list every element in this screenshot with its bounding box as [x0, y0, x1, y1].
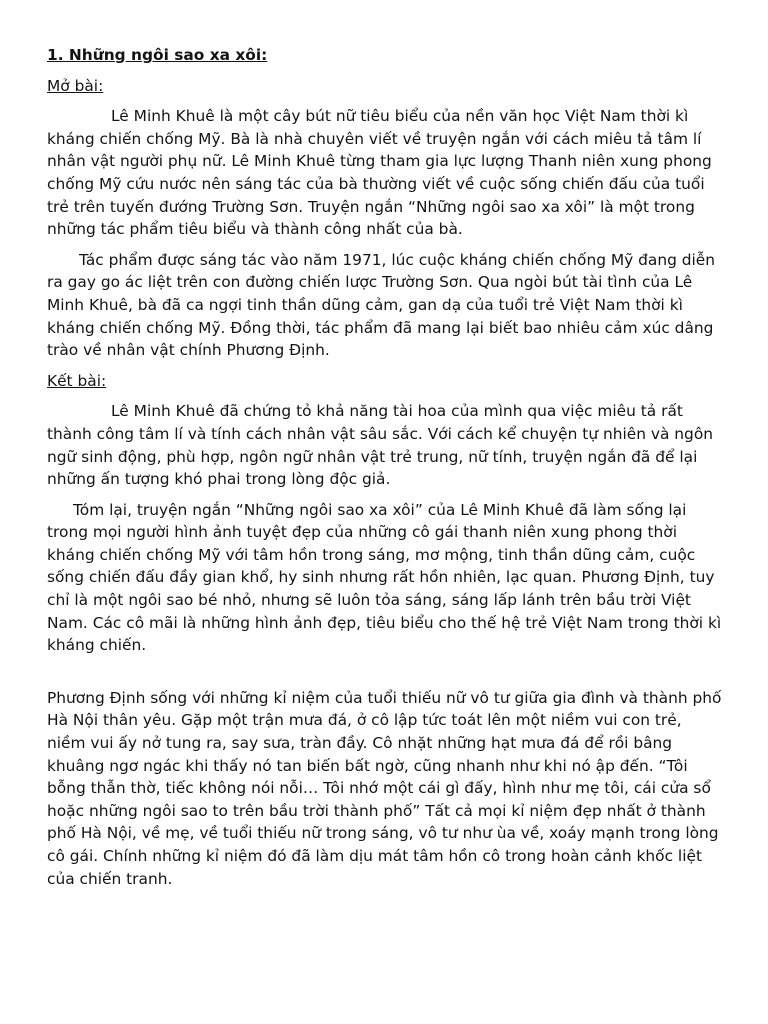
intro-label: Mở bài: [47, 76, 104, 95]
body-paragraph: Phương Định sống với những kỉ niệm của tuổi thiếu nữ vô tư giữa gia đình và thành phố Hà Nội thân yêu. Gặp một trận mưa đá, ở cô lập tức toát lên một niềm vui con trẻ, niềm vui ấy nở tung ra, say sưa, tràn đầy. Cô nhặt những hạt mưa đá để rồi bâng khuâng ngơ ngác khi thấy nó tan biến bất ngờ, cũng nhanh như khi nó ập đến. “Tôi bỗng thẫn thờ, tiếc không nói nỗi… Tôi nhớ một cái gì đấy, hình như mẹ tôi, cái cửa sổ hoặc những ngôi sao to trên bầu trời thành phố” Tất cả mọi kỉ niệm đẹp nhất ở thành phố Hà Nội, về mẹ, về tuổi thiếu nữ trong sáng, vô tư như ùa về, xoáy mạnh trong lòng cô gái. Chính những kỉ niệm đó đã làm dịu mát tâm hồn cô trong hoàn cảnh khốc liệt của chiến tranh. [47, 688, 722, 888]
document-page [47, 44, 723, 898]
paragraph-spacer [47, 665, 723, 687]
intro-paragraph-1: Lê Minh Khuê là một cây bút nữ tiêu biểu của nền văn học Việt Nam thời kì kháng chiến chống Mỹ. Bà là nhà chuyên viết về truyện ngắn với cách miêu tả tâm lí nhân vật người phụ nữ. Lê Minh Khuê từng tham gia lực lượng Thanh niên xung phong chống Mỹ cứu nước nên sáng tác của bà thường viết về cuộc sống chiến đấu của tuổi trẻ trên tuyến đướng Trường Sơn. Truyện ngắn “Những ngôi sao xa xôi” là một trong những tác phẩm tiêu biểu và thành công nhất của bà. [47, 107, 712, 239]
conclusion-label: Kết bài: [47, 371, 107, 390]
section-heading: 1. Những ngôi sao xa xôi: [47, 46, 268, 64]
conclusion-paragraph-1: Lê Minh Khuê đã chứng tỏ khả năng tài hoa của mình qua việc miêu tả rất thành công tâm lí và tính cách nhân vật sâu sắc. Với cách kể chuyện tự nhiên và ngôn ngữ sinh động, phù hợp, ngôn ngữ nhân vật trẻ trung, nữ tính, truyện ngắn đã để lại những ấn tượng khó phai trong lòng độc giả. [47, 402, 713, 489]
conclusion-paragraph-2: Tóm lại, truyện ngắn “Những ngôi sao xa xôi” của Lê Minh Khuê đã làm sống lại trong mọi người hình ảnh tuyệt đẹp của những cô gái thanh niên xung phong thời kháng chiến chống Mỹ với tâm hồn trong sáng, mơ mộng, tinh thần dũng cảm, cuộc sống chiến đấu đầy gian khổ, hy sinh nhưng rất hồn nhiên, lạc quan. Phương Định, tuy chỉ là một ngôi sao bé nhỏ, nhưng sẽ luôn tỏa sáng, sáng lấp lánh trên bầu trời Việt Nam. Các cô mãi là những hình ảnh đẹp, tiêu biểu cho thế hệ trẻ Việt Nam trong thời kì kháng chiến. [47, 500, 722, 655]
intro-paragraph-2: Tác phẩm được sáng tác vào năm 1971, lúc cuộc kháng chiến chống Mỹ đang diễn ra gay go ác liệt trên con đường chiến lược Trường Sơn. Qua ngòi bút tài tình của Lê Minh Khuê, bà đã ca ngợi tinh thần dũng cảm, gan dạ của tuổi trẻ Việt Nam thời kì kháng chiến chống Mỹ. Đồng thời, tác phẩm đã mang lại biết bao nhiêu cảm xúc dâng trào về nhân vật chính Phương Định. [47, 250, 716, 360]
